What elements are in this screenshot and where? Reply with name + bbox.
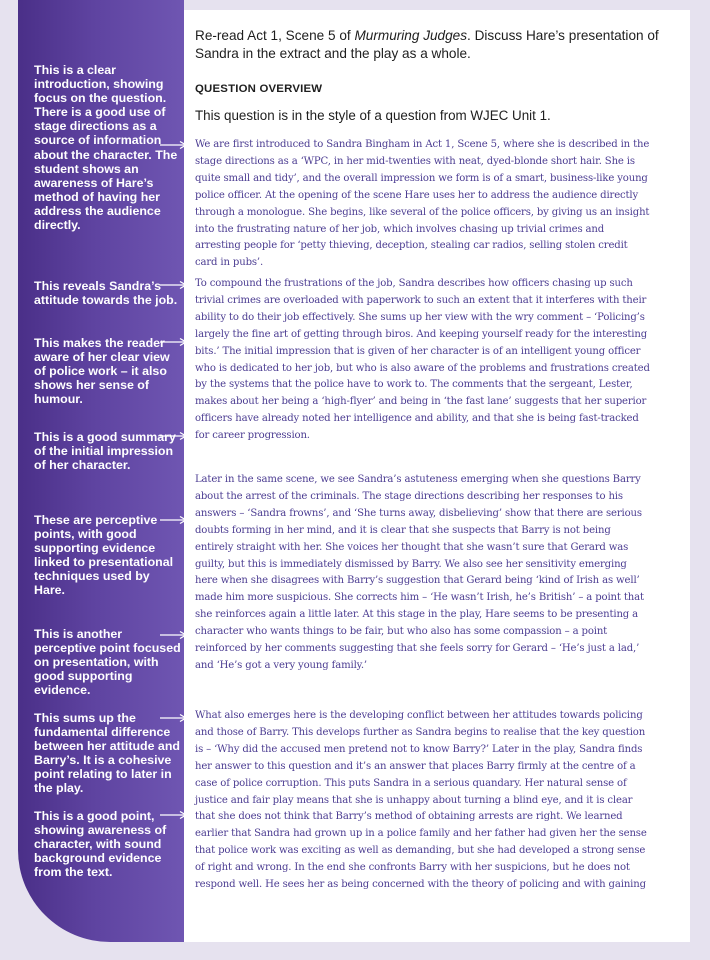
question-overview-heading: QUESTION OVERVIEW: [195, 83, 323, 95]
annotation-summary: This is a good summary of the initial impression of her character.: [34, 430, 176, 473]
essay-paragraph: Later in the same scene, we see Sandra’s astuteness emerging when she questions Barry about the arrest of the criminals. The stage directions describing her responses to his answers – ‘Sandra frowns’, and ‘She turns away, disbelieving’ show that there are serious doubts forming in her mind, and it is clear that she suspects that Barry is not being entirely straight with her. She voices her thought that she wasn’t sure that Gerard was guilty, but this is immediately dismissed by Barry. We also see her sensitivity emerging here when she disagrees with Barry’s suggestion that Gerard being ‘kind of Irish as well’ made him more suspicious. She corrects him – ‘He wasn’t Irish, he’s British’ – a point that she reinforces again a little later. At this stage in the play, Hare seems to be presenting a character who wants things to be fair, but who also has some compassion – a point reinforced by her comments suggesting that she feels sorry for Gerard – ‘He’s just a lad,’ and ‘He’s got a very young family.’: [195, 474, 644, 671]
annotation-fundamental-difference: This sums up the fundamental difference between her attitude and Barry’s. It is a cohesive point relating to later in the play.: [34, 711, 180, 796]
essay-paragraph: To compound the frustrations of the job, Sandra describes how officers chasing up such trivial crimes are overloaded with paperwork to such an extent that it interferes with their ability to do their job effectively. She sums up her view with the wry comment – ‘Policing’s largely the fine art of getting through biros. And keeping yourself ready for the interesting bits.’ The initial impression that is given of her character is of an intelligent young officer who is dedicated to her job, but who is also aware of the problems and frustrations created by the systems that the police have to work to. The comments that the sergeant, Lester, makes about her being a ‘high-flyer’ and being in ‘the fast lane’ suggests that her superior officers have already noted her intelligence and ability, and that she is being fast-tracked for career progression.: [195, 278, 650, 442]
annotation-attitude: This reveals Sandra’s attitude towards the job.: [34, 279, 178, 308]
play-title: Murmuring Judges: [354, 28, 468, 43]
question-suffix: . Discuss Hare’s presentation of Sandra in the extract and the play as a whole.: [195, 28, 659, 61]
arrow-icon: [160, 515, 190, 525]
arrow-icon: [160, 280, 190, 290]
arrow-icon: [160, 140, 190, 150]
arrow-icon: [160, 630, 190, 640]
annotation-character-awareness: This is a good point, showing awareness of character, with sound background evidence from the text.: [34, 809, 167, 880]
arrow-icon: [160, 337, 190, 347]
arrow-icon: [160, 431, 190, 441]
essay-paragraph: What also emerges here is the developing conflict between her attitudes towards policing and those of Barry. This develops further as Sandra begins to realise that the key question is – ‘Why did the accused men pretend not to know Barry?’ Later in the play, Sandra finds her answer to this question and it’s an answer that places Barry firmly at the centre of a case of police corruption. This puts Sandra in a serious quandary. Her natural sense of justice and fair play means that she is unhappy about turning a blind eye, and it is clear that she does not think that Barry’s method of obtaining arrests are right. We learned earlier that Sandra had grown up in a police family and her father had given her the sense that police work was exciting as well as demanding, but she had developed a strong sense of right and wrong. In the end she confronts Barry with her suspicions, but he does not respond well. He sees her as being concerned with the theory of policing and with gaining: [195, 710, 647, 891]
arrow-icon: [160, 810, 190, 820]
arrow-icon: [160, 713, 190, 723]
annotation-police-view: This makes the reader aware of her clear view of police work – it also shows her sense of humour.: [34, 336, 170, 407]
annotation-presentation: This is another perceptive point focused on presentation, with good supporting evidence.: [34, 627, 181, 698]
question-overview-text: This question is in the style of a question from WJEC Unit 1.: [195, 108, 551, 123]
essay-paragraph: We are first introduced to Sandra Bingham in Act 1, Scene 5, where she is described in the stage directions as a ‘WPC, in her mid-twenties with neat, dyed-blonde short hair. She is quite small and tidy’, and the overall impression we form is of a smart, business-like young police officer. At the opening of the scene Hare uses her to address the audience directly through a monologue. She begins, like several of the police officers, by giving us an insight into the frustrating nature of her job, which involves chasing up trivial crimes and arresting people for ‘petty thieving, deception, stealing car radios, selling stolen credit card in pubs’.: [195, 139, 650, 269]
annotation-perceptive-points: These are perceptive points, with good supporting evidence linked to presentational techniques used by Hare.: [34, 513, 174, 598]
essay-question: [195, 27, 665, 62]
annotation-introduction: This is a clear introduction, showing focus on the question. There is a good use of stage directions as a source of information about the character. The student shows an awareness of Hare’s method of having her address the audience directly.: [34, 63, 178, 233]
question-prefix: Re-read Act 1, Scene 5 of: [195, 28, 355, 43]
